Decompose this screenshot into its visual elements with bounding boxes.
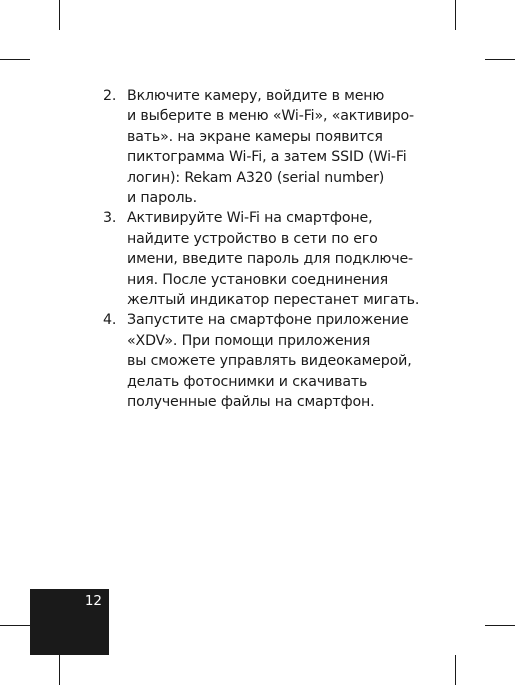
step-line: вы сможете управлять видеокамерой,: [127, 353, 412, 370]
step-line: и пароль.: [127, 190, 197, 207]
step-line: и выберите в меню «Wi-Fi», «активиро-: [127, 108, 415, 125]
page-number: 12: [84, 593, 102, 609]
step-line: вать». на экране камеры появится: [127, 128, 383, 145]
crop-mark-top-right-vertical: [455, 0, 456, 30]
step-line: Включите камеру, войдите в меню: [127, 88, 385, 104]
step-text: [127, 310, 433, 412]
step-line: пиктограмма Wi-Fi, а затем SSID (Wi-Fi: [127, 149, 407, 166]
step-item: [103, 86, 433, 208]
step-line: найдите устройство в сети по его: [127, 230, 378, 247]
step-line: ния. После установки соеднинения: [127, 271, 389, 288]
step-line: Активируйте Wi-Fi на смартфоне,: [127, 210, 373, 227]
page-number-box: [30, 589, 109, 655]
step-line: логин): Rekam A320 (serial number): [127, 169, 385, 186]
step-line: «XDV». При помощи приложения: [127, 332, 371, 349]
crop-mark-top-left-vertical: [59, 0, 60, 30]
crop-mark-top-left-horizontal: [0, 59, 30, 60]
step-item: [103, 208, 433, 310]
step-line: желтый индикатор перестанет мигать.: [127, 292, 420, 309]
step-line: Запустите на смартфоне приложение: [127, 312, 409, 329]
step-item: [103, 310, 433, 412]
step-text: [127, 86, 433, 208]
crop-mark-bottom-right-horizontal: [485, 625, 515, 626]
crop-mark-bottom-left-horizontal: [0, 625, 30, 626]
step-number: 2.: [103, 88, 117, 104]
instruction-steps: [103, 86, 433, 413]
step-number: 3.: [103, 210, 117, 227]
step-text: [127, 208, 433, 310]
step-number: 4.: [103, 312, 117, 329]
step-line: делать фотоснимки и скачивать: [127, 373, 368, 390]
step-line: полученные файлы на смартфон.: [127, 394, 375, 411]
step-line: имени, введите пароль для подключе-: [127, 251, 413, 268]
crop-mark-top-right-horizontal: [485, 59, 515, 60]
crop-mark-bottom-right-vertical: [455, 655, 456, 685]
crop-mark-bottom-left-vertical: [59, 655, 60, 685]
